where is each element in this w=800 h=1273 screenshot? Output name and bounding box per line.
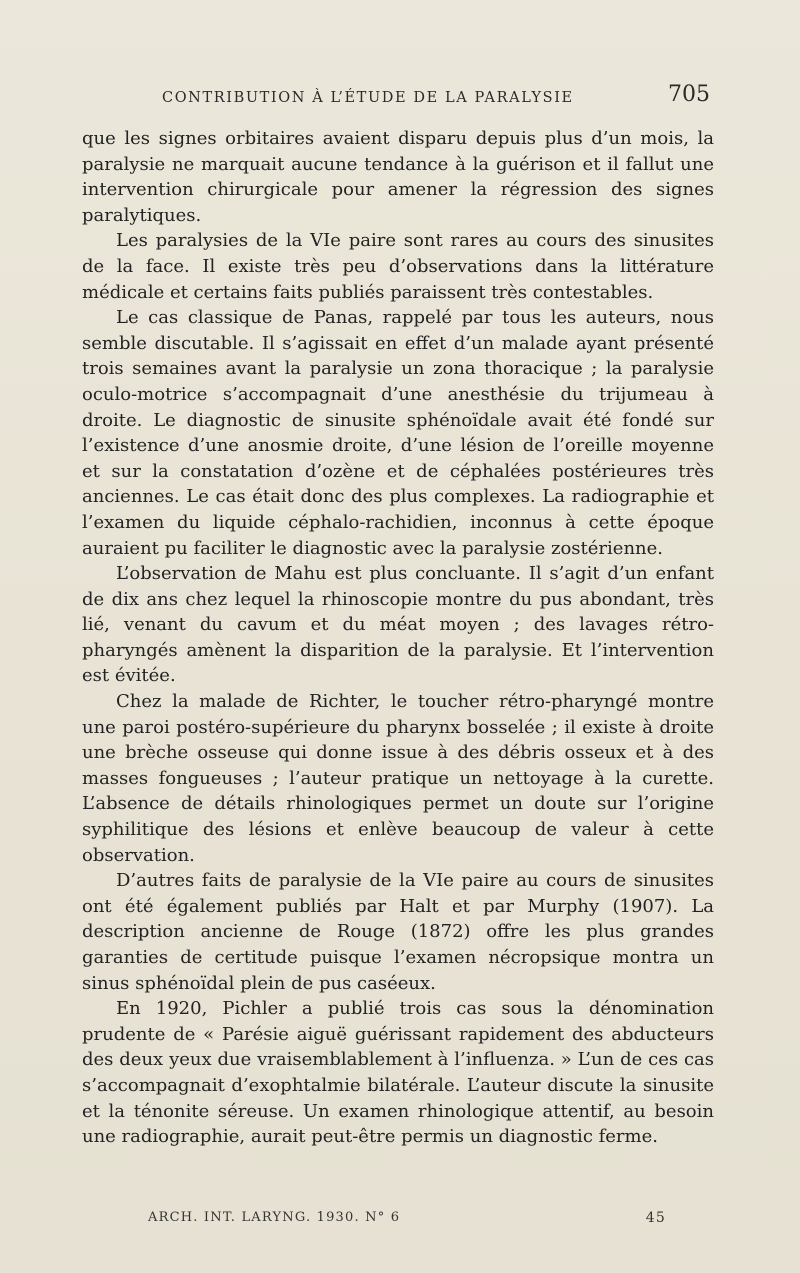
body-text [82,126,714,1150]
journal-reference: ARCH. INT. LARYNG. 1930. N° 6 [148,1210,401,1225]
running-title: CONTRIBUTION À L’ÉTUDE DE LA PARALYSIE [162,90,574,106]
page-footer [148,1210,678,1230]
paragraph: D’autres faits de paralysie de la VIe paire au cours de sinusites ont été également publiés par Halt et par Murphy (1907). La description ancienne de Rouge (1872) offre les plus grandes garanties de certitude puisque l’examen nécropsique montra un sinus sphénoïdal plein de pus caséeux. [82,870,714,994]
page-number: 705 [668,82,710,107]
paragraph: que les signes orbitaires avaient disparu depuis plus d’un mois, la paralysie ne marquait aucune tendance à la guérison et il fallut une intervention chirurgicale pour amener la régression des signes paralytiques. [82,128,714,226]
page-header [82,82,714,116]
paragraph: L’observation de Mahu est plus concluante. Il s’agit d’un enfant de dix ans chez lequel la rhinoscopie montre du pus abondant, très lié, venant du cavum et du méat moyen ; des lavages rétro-pharyngés amènent la disparition de la paralysie. Et l’intervention est évitée. [82,563,714,687]
paragraph: En 1920, Pichler a publié trois cas sous la dénomination prudente de « Parésie aiguë guérissant rapidement des abducteurs des deux yeux due vraisemblablement à l’influenza. » L’un de ces cas s’accompagnait d’exophtalmie bilatérale. L’auteur discute la sinusite et la ténonite séreuse. Un examen rhinologique attentif, au besoin une radiographie, aurait peut-être permis un diagnostic ferme. [82,998,714,1148]
signature-mark: 45 [645,1210,666,1226]
paragraph: Le cas classique de Panas, rappelé par tous les auteurs, nous semble discutable. Il s’agissait en effet d’un malade ayant présenté trois semaines avant la paralysie un zona thoracique ; la paralysie oculo-motrice s’accompagnait d’une anesthésie du trijumeau à droite. Le diagnostic de sinusite sphénoïdale avait été fondé sur l’existence d’une anosmie droite, d’une lésion de l’oreille moyenne et sur la constatation d’ozène et de céphalées postérieures très anciennes. Le cas était donc des plus complexes. La radiographie et l’examen du liquide céphalo-rachidien, inconnus à cette époque auraient pu faciliter le diagnostic avec la paralysie zostérienne. [82,307,714,559]
paragraph: Les paralysies de la VIe paire sont rares au cours des sinusites de la face. Il existe très peu d’observations dans la littérature médicale et certains faits publiés paraissent très contestables. [82,230,714,303]
paragraph: Chez la malade de Richter, le toucher rétro-pharyngé montre une paroi postéro-supérieure du pharynx bosselée ; il existe à droite une brèche osseuse qui donne issue à des débris osseux et à des masses fongueuses ; l’auteur pratique un nettoyage à la curette. L’absence de détails rhinologiques permet un doute sur l’origine syphilitique des lésions et enlève beaucoup de valeur à cette observation. [82,691,714,866]
